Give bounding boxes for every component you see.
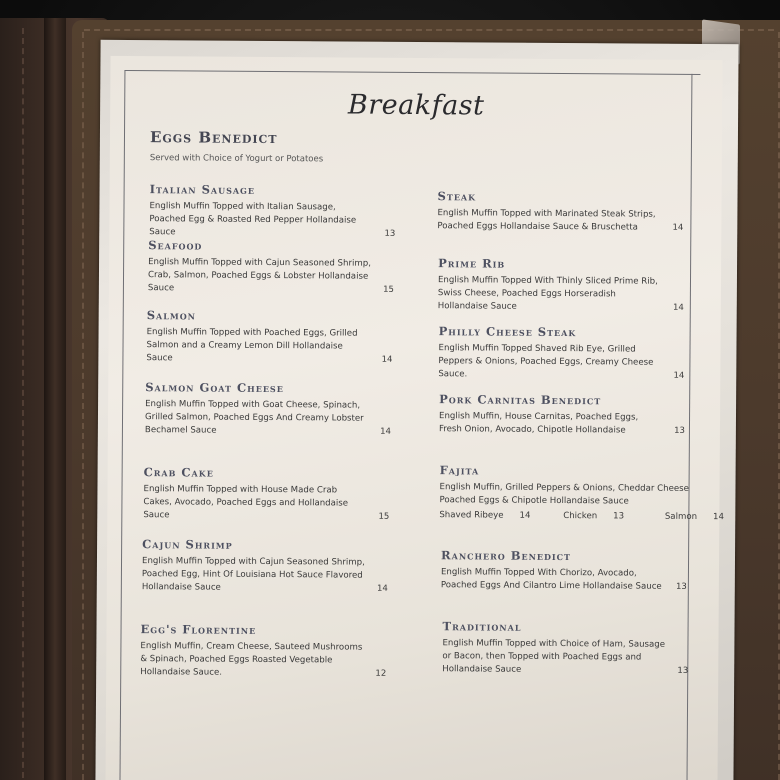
item-price: 15 <box>378 511 390 522</box>
item-price: 15 <box>383 284 394 295</box>
item-price: 13 <box>384 228 396 239</box>
folder-stitching-left <box>82 32 84 780</box>
item-description-text: English Muffin, Cream Cheese, Sauteed Mushrooms & Spinach, Poached Eggs Roasted Vegetable Hollandaise Sauce. <box>140 641 363 678</box>
menu-item <box>441 548 691 594</box>
border-rule-left <box>119 70 125 780</box>
menu-title: Breakfast <box>347 89 485 122</box>
section-title: Eggs Benedict <box>149 128 278 148</box>
menu-item <box>442 619 692 678</box>
border-rule-top <box>124 70 700 75</box>
item-description <box>438 342 688 383</box>
item-name: Philly Cheese Steak <box>438 324 577 340</box>
menu-item <box>146 308 396 367</box>
item-price: 13 <box>675 581 687 592</box>
item-description-text: English Muffin Topped with Cajun Seasoned Shrimp, Crab, Salmon, Poached Eggs & Lobster Hollandaise Sauce <box>147 257 371 294</box>
menu-item <box>438 324 688 383</box>
item-name: Cajun Shrimp <box>142 537 233 552</box>
item-name: Seafood <box>148 238 203 253</box>
item-name: Traditional <box>442 619 522 634</box>
menu-item <box>437 189 687 235</box>
option-label: Shaved Ribeye <box>439 510 504 521</box>
option-label: Chicken <box>563 511 598 522</box>
item-price: 13 <box>677 665 689 676</box>
item-name: Salmon <box>146 308 197 323</box>
item-description <box>437 207 687 235</box>
section-subtitle: Served with Choice of Yogurt or Potatoes <box>149 153 324 165</box>
item-description <box>146 326 396 367</box>
item-name: Ranchero Benedict <box>441 548 572 564</box>
item-name: Pork Carnitas Benedict <box>439 392 602 408</box>
item-description-text: English Muffin Topped Shaved Rib Eye, Grilled Peppers & Onions, Poached Eggs, Creamy Cheese Sauce. <box>438 343 654 380</box>
item-name: Fajita <box>439 463 480 478</box>
menu-item <box>438 256 688 315</box>
menu-item <box>142 537 392 596</box>
item-description <box>148 256 398 297</box>
item-name: Steak <box>437 189 477 204</box>
item-description-text: English Muffin Topped With Chorizo, Avocado, Poached Eggs And Cilantro Lime Hollandaise Sauce <box>440 567 662 592</box>
folder-spine <box>44 18 66 780</box>
item-price: 14 <box>673 370 685 381</box>
item-description <box>142 555 392 596</box>
item-name: Crab Cake <box>143 465 214 480</box>
item-price: 14 <box>380 426 391 437</box>
folder-stitching-top <box>84 29 774 31</box>
menu-item <box>145 380 395 439</box>
option <box>563 511 636 522</box>
item-description <box>149 200 399 241</box>
item-description-text: English Muffin Topped with Poached Eggs, Grilled Salmon and a Creamy Lemon Dill Hollandaise Sauce <box>146 327 358 364</box>
menu-page <box>105 56 725 780</box>
menu-item <box>143 465 393 524</box>
item-price: 13 <box>674 425 685 436</box>
item-price: 14 <box>376 583 388 594</box>
item-description <box>439 481 689 509</box>
item-description <box>439 410 689 438</box>
item-description-text: English Muffin Topped with Italian Sausage, Poached Egg & Roasted Red Pepper Hollandaise Sauce <box>149 201 357 238</box>
menu-item <box>439 392 689 438</box>
item-description-text: English Muffin, Grilled Peppers & Onions, Cheddar Cheese Poached Eggs & Chipotle Hollandaise Sauce <box>439 482 690 507</box>
menu-item <box>148 238 398 297</box>
item-price: 12 <box>375 668 387 679</box>
option-label: Salmon <box>664 511 698 522</box>
option <box>665 512 736 522</box>
item-description-text: English Muffin Topped with Marinated Steak Strips, Poached Eggs Hollandaise Sauce & Bruschetta <box>437 208 656 233</box>
item-description-text: English Muffin Topped With Thinly Sliced Prime Rib, Swiss Cheese, Poached Eggs Horseradish Hollandaise Sauce <box>437 275 658 312</box>
item-price: 14 <box>672 302 684 313</box>
item-description-text: English Muffin, House Carnitas, Poached Eggs, Fresh Onion, Avocado, Chipotle Hollandaise <box>438 411 639 436</box>
item-description <box>438 274 688 315</box>
item-description <box>441 566 691 594</box>
item-description <box>143 483 393 524</box>
item-price: 14 <box>381 354 393 365</box>
item-description-text: English Muffin Topped with Cajun Seasoned Shrimp, Poached Egg, Hint Of Louisiana Hot Sauce Flavored Hollandaise Sauce <box>141 556 365 593</box>
item-description-text: English Muffin Topped with Choice of Ham, Sausage or Bacon, then Topped with Poached Eggs and Hollandaise Sauce <box>442 638 666 675</box>
option-price: 13 <box>613 511 625 522</box>
item-name: Prime Rib <box>438 256 506 271</box>
item-options <box>439 510 725 523</box>
folder-stitching <box>22 28 24 780</box>
item-description <box>140 640 390 681</box>
menu-item <box>439 463 725 523</box>
item-price: 14 <box>672 222 684 233</box>
menu-item <box>149 182 399 241</box>
item-name: Salmon Goat Cheese <box>145 380 284 396</box>
menu-item <box>140 622 390 681</box>
option-price: 14 <box>519 510 531 521</box>
item-description-text: English Muffin Topped with House Made Crab Cakes, Avocado, Poached Eggs and Hollandaise Sauce <box>143 484 349 521</box>
item-name: Italian Sausage <box>149 182 256 197</box>
item-description <box>442 637 692 678</box>
item-name: Egg's Florentine <box>140 622 257 637</box>
item-description <box>145 398 395 439</box>
option-price: 14 <box>713 512 725 523</box>
item-description-text: English Muffin Topped with Goat Cheese, Spinach, Grilled Salmon, Poached Eggs And Creamy Lobster Bechamel Sauce <box>144 399 364 436</box>
option <box>439 510 542 521</box>
